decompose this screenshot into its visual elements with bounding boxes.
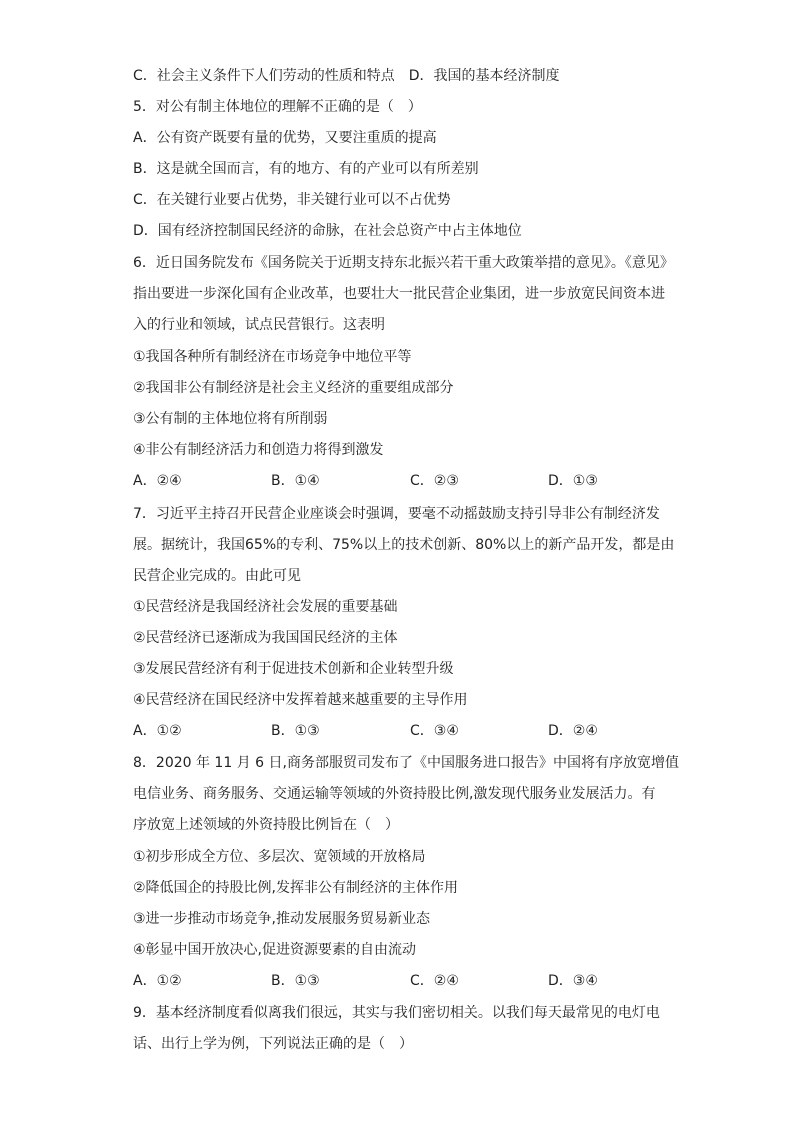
statement-line: ④彰显中国开放决心,促进资源要素的自由流动 [133, 942, 416, 958]
q8-option-c: C．②④ [410, 973, 459, 989]
statement-line: ④民营经济在国民经济中发挥着越来越重要的主导作用 [133, 692, 468, 708]
statement-line: ①初步形成全方位、多层次、宽领域的开放格局 [133, 849, 426, 865]
q7-option-d: D．②④ [548, 723, 598, 739]
statement-line: ②民营经济已逐渐成为我国国民经济的主体 [133, 630, 398, 646]
option-line: D．国有经济控制国民经济的命脉，在社会总资产中占主体地位 [133, 223, 522, 239]
option-line: A．公有资产既要有量的优势，又要注重质的提高 [133, 130, 437, 146]
q6-option-c: C．②③ [410, 473, 459, 489]
statement-line: ①我国各种所有制经济在市场竞争中地位平等 [133, 349, 412, 365]
q7-option-b: B．①③ [271, 723, 320, 739]
q8-option-d: D．③④ [548, 973, 598, 989]
question-8-stem-cont: 电信业务、商务服务、交通运输等领域的外资持股比例,激发现代服务业发展活力。有 [133, 786, 656, 802]
question-9-stem-cont: 话、出行上学为例，下列说法正确的是（ ） [133, 1036, 413, 1052]
q8-option-a: A．①② [133, 973, 182, 989]
question-6-stem-cont: 指出要进一步深化国有企业改革，也要壮大一批民营企业集团，进一步放宽民间资本进 [133, 286, 665, 302]
statement-line: ③进一步推动市场竞争,推动发展服务贸易新业态 [133, 911, 430, 927]
q7-option-c: C．③④ [410, 723, 459, 739]
statement-line: ①民营经济是我国经济社会发展的重要基础 [133, 599, 398, 615]
q7-option-a: A．①② [133, 723, 182, 739]
option-line: C．在关键行业要占优势，非关键行业可以不占优势 [133, 192, 451, 208]
q6-option-a: A．②④ [133, 473, 182, 489]
question-8-stem-cont: 序放宽上述领域的外资持股比例旨在（ ） [133, 817, 399, 833]
question-8-stem: 8．2020 年 11 月 6 日,商务部服贸司发布了《中国服务进口报告》中国将有序放宽增值 [133, 755, 679, 771]
question-9-stem: 9．基本经济制度看似离我们很远，其实与我们密切相关。以我们每天最常见的电灯电 [133, 1005, 660, 1021]
question-6-stem: 6．近日国务院发布《国务院关于近期支持东北振兴若干重大政策举措的意见》。《意见》 [133, 255, 674, 271]
statement-line: ②我国非公有制经济是社会主义经济的重要组成部分 [133, 380, 454, 396]
question-7-stem: 7．习近平主持召开民营企业座谈会时强调，要毫不动摇鼓励支持引导非公有制经济发 [133, 506, 660, 522]
statement-line: ④非公有制经济活力和创造力将得到激发 [133, 442, 384, 458]
text-line: C．社会主义条件下人们劳动的性质和特点 D．我国的基本经济制度 [133, 68, 560, 84]
question-5-stem: 5．对公有制主体地位的理解不正确的是（ ） [133, 99, 422, 115]
q6-option-d: D．①③ [548, 473, 598, 489]
question-7-stem-cont: 展。据统计，我国65%的专利、75%以上的技术创新、80%以上的新产品开发，都是由 [133, 537, 675, 553]
q8-option-b: B．①③ [271, 973, 320, 989]
statement-line: ②降低国企的持股比例,发挥非公有制经济的主体作用 [133, 880, 458, 896]
statement-line: ③公有制的主体地位将有所削弱 [133, 411, 328, 427]
option-line: B．这是就全国而言，有的地方、有的产业可以有所差别 [133, 161, 479, 177]
q6-option-b: B．①④ [271, 473, 320, 489]
statement-line: ③发展民营经济有利于促进技术创新和企业转型升级 [133, 661, 454, 677]
question-7-stem-cont: 民营企业完成的。由此可见 [133, 568, 301, 584]
question-6-stem-cont: 入的行业和领域，试点民营银行。这表明 [133, 317, 385, 333]
